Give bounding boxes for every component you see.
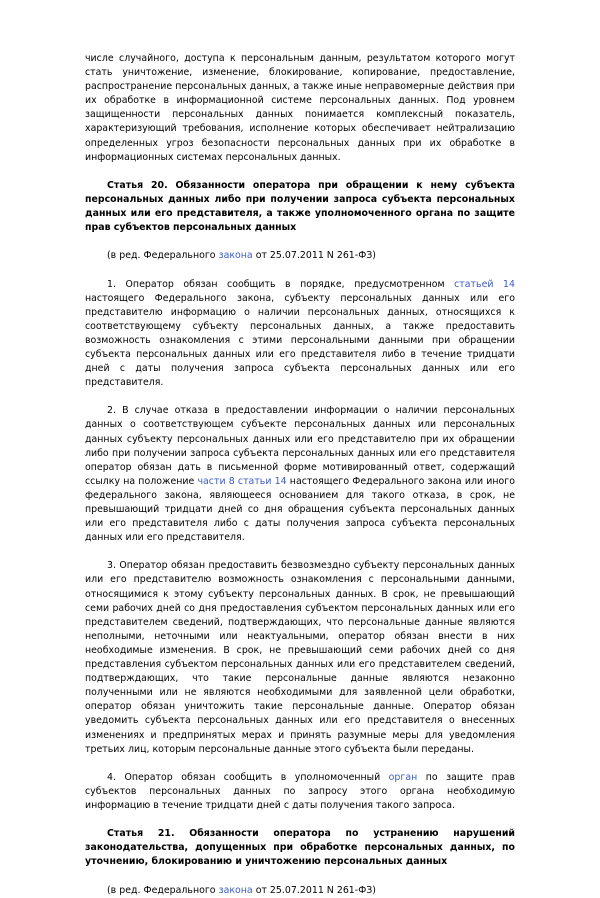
article-20-item-1: [85, 278, 515, 391]
article-20-item-4: [85, 771, 515, 813]
paragraph-continuation: числе случайного, доступа к персональным данным, результатом которого могут стать уничтожение, изменение, блокирование, копирование, предоставление, распространение персональных данных, а также иные неправомерные действия при их обработке в информационной системе персональных данных. Под уровнем защищенности персональных данных понимается комплексный показатель, характеризующий требования, исполнение которых обеспечивает нейтрализацию определенных угроз безопасности персональных данных при их обработке в информационных системах персональных данных.: [85, 53, 515, 163]
item-1-prefix: 1. Оператор обязан сообщить в порядке, предусмотренном: [107, 278, 455, 290]
document-text-body: [85, 52, 515, 898]
edit-note-prefix: (в ред. Федерального: [107, 250, 219, 262]
law-link[interactable]: закона: [218, 884, 253, 896]
edit-note-prefix: (в ред. Федерального: [107, 884, 219, 896]
item-4-prefix: 4. Оператор обязан сообщить в уполномоченный: [107, 771, 389, 783]
article-20-edit-note: [85, 249, 515, 263]
edit-note-suffix: от 25.07.2011 N 261-ФЗ): [252, 250, 376, 262]
item-4-suffix: по защите прав субъектов персональных данных по запросу этого органа необходимую информацию в течение тридцати дней с даты получения такого запроса.: [85, 771, 515, 811]
article-20-item-3: 3. Оператор обязан предоставить безвозмездно субъекту персональных данных или его представителю возможность ознакомления с персональными данными, относящимися к этому субъекту персональных данных. В срок, не превышающий семи рабочих дней со дня предоставления субъектом персональных данных или его представителем сведений, подтверждающих, что персональные данные являются неполными, неточными или неактуальными, оператор обязан внести в них необходимые изменения. В срок, не превышающий семи рабочих дней со дня представления субъектом персональных данных или его представителем сведений, подтверждающих, что такие персональные данные являются незаконно полученными или не являются необходимыми для заявленной цели обработки, оператор обязан уничтожить такие персональные данные. Оператор обязан уведомить субъекта персональных данных или его представителя о внесенных изменениях и предпринятых мерах и принять разумные меры для уведомления третьих лиц, которым персональные данные этого субъекта были переданы.: [85, 560, 515, 755]
edit-note-suffix: от 25.07.2011 N 261-ФЗ): [252, 884, 376, 896]
authorized-body-link[interactable]: орган: [388, 771, 418, 783]
item-1-suffix: настоящего Федерального закона, субъекту персональных данных или его представителю информацию о наличии персональных данных, относящихся к соответствующему субъекту персональных данных, а также предоставить возможность ознакомления с этими персональными данными при обращении субъекта персональных данных или его представителя либо в течение тридцати дней с даты получения запроса субъекта персональных данных или его представителя.: [85, 292, 515, 389]
article-21-heading: Статья 21. Обязанности оператора по устранению нарушений законодательства, допущенных при обработке персональных данных, по уточнению, блокированию и уничтожению персональных данных: [85, 828, 515, 868]
item-2-suffix: настоящего Федерального закона или иного федерального закона, являющееся основанием для такого отказа, в срок, не превышающий тридцати дней со дня обращения субъекта персональных данных или его представителя либо с даты получения запроса субъекта персональных данных или его представителя.: [85, 475, 515, 544]
law-link[interactable]: закона: [218, 250, 253, 262]
part-8-article-14-link[interactable]: части 8 статьи 14: [197, 475, 287, 487]
article-20-heading: Статья 20. Обязанности оператора при обращении к нему субъекта персональных данных либо при получении запроса субъекта персональных данных или его представителя, а также уполномоченного органа по защите прав субъектов персональных данных: [85, 179, 515, 234]
article-14-link[interactable]: статьей 14: [454, 278, 515, 290]
article-21-edit-note: [85, 884, 515, 898]
article-20-item-2: [85, 404, 515, 545]
item-2-prefix: 2. В случае отказа в предоставлении информации о наличии персональных данных о соответствующем субъекте персональных данных или персональных данных субъекту персональных данных или его представителю при их обращении либо при получении запроса субъекта персональных данных или его представителя оператор обязан дать в письменной форме мотивированный ответ, содержащий ссылку на положение: [85, 405, 515, 487]
